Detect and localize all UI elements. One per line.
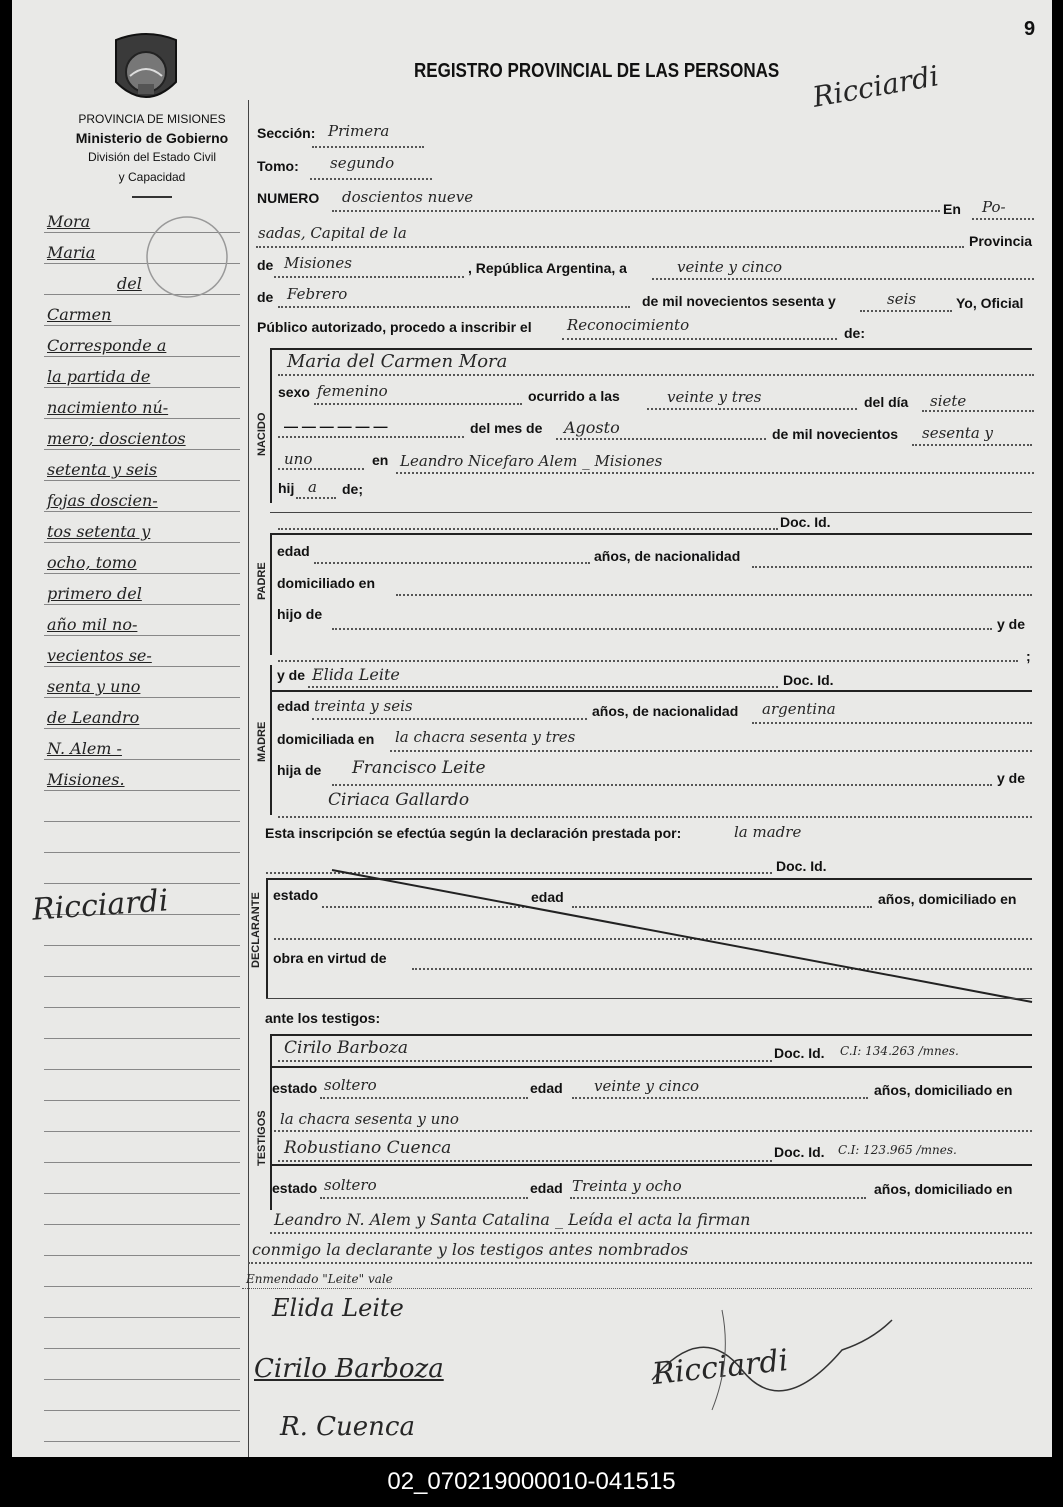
margin-note-line: primero del bbox=[47, 584, 142, 603]
margin-rule bbox=[44, 1410, 240, 1411]
en-born-label: en bbox=[372, 452, 389, 468]
t1-edad-value: veinte y cinco bbox=[594, 1077, 700, 1095]
de-born-label: de; bbox=[342, 481, 363, 497]
signature-testigo-2: R. Cuenca bbox=[280, 1412, 415, 1442]
t2-estado-value: soltero bbox=[324, 1176, 377, 1194]
dots bbox=[752, 722, 1032, 724]
dots bbox=[314, 562, 590, 564]
madre-padre-value: Francisco Leite bbox=[352, 758, 486, 778]
padre-doc-rule bbox=[270, 533, 1032, 535]
margin-rule bbox=[44, 418, 240, 419]
padre-top-rule bbox=[270, 512, 1032, 513]
dots bbox=[922, 410, 1034, 412]
image-code-footer: 02_070219000010-041515 bbox=[0, 1457, 1063, 1507]
dots bbox=[278, 1060, 772, 1062]
numero-label: NUMERO bbox=[257, 190, 320, 206]
lugar-value: Leandro Nicefaro Alem _ Misiones bbox=[400, 452, 663, 470]
margin-rule bbox=[44, 356, 240, 357]
margin-rule bbox=[44, 604, 240, 605]
margin-rule bbox=[44, 325, 240, 326]
margin-rule bbox=[44, 1286, 240, 1287]
acto-value: Reconocimiento bbox=[567, 316, 690, 334]
madre-y-de-label: y de bbox=[277, 667, 306, 683]
de-colon: de: bbox=[844, 325, 865, 341]
t2-doc-label: Doc. Id. bbox=[774, 1144, 825, 1160]
hij-label: hij bbox=[278, 480, 295, 496]
place-value: sadas, Capital de la bbox=[258, 224, 407, 242]
dots bbox=[320, 1197, 528, 1199]
nacido-left-rule bbox=[270, 348, 272, 503]
t1-edad-label: edad bbox=[530, 1080, 563, 1096]
madre-doc-rule bbox=[270, 690, 1032, 692]
tomo-value: segundo bbox=[330, 154, 395, 172]
t1-doc-label: Doc. Id. bbox=[774, 1045, 825, 1061]
dots bbox=[278, 436, 464, 438]
margin-rule bbox=[44, 1348, 240, 1349]
dots bbox=[314, 403, 522, 405]
sexo-value: femenino bbox=[317, 382, 388, 400]
t2-edad-label: edad bbox=[530, 1180, 563, 1196]
padre-left-rule bbox=[270, 533, 272, 655]
t1-doc-rule bbox=[270, 1066, 1032, 1068]
padre-doc-label: Doc. Id. bbox=[780, 514, 831, 530]
margin-note-line: año mil no- bbox=[47, 615, 138, 634]
declarante-doc-label: Doc. Id. bbox=[776, 858, 827, 874]
margin-rule bbox=[44, 1069, 240, 1070]
en-label: En bbox=[943, 201, 961, 217]
margin-note-line: Corresponde a bbox=[47, 336, 167, 355]
dots bbox=[647, 408, 857, 410]
province-name: PROVINCIA DE MISIONES bbox=[78, 112, 226, 126]
t1-dom-value: la chacra sesenta y uno bbox=[280, 1110, 459, 1128]
anio-label: de mil novecientos sesenta y bbox=[642, 293, 836, 309]
madre-name: Elida Leite bbox=[312, 665, 400, 684]
margin-note-line: Mora bbox=[47, 212, 91, 231]
declarante-intro-value: la madre bbox=[734, 823, 802, 841]
de-label: de bbox=[257, 257, 274, 273]
dots bbox=[320, 1097, 528, 1099]
hora-value: veinte y tres bbox=[667, 388, 762, 406]
closing-line-1: Leandro N. Alem y Santa Catalina _ Leída el acta la firman bbox=[274, 1210, 751, 1229]
provincia-value: Misiones bbox=[284, 254, 352, 272]
dots bbox=[242, 1288, 1032, 1289]
padre-side-label: PADRE bbox=[256, 562, 268, 600]
dots bbox=[390, 750, 1032, 752]
dots bbox=[278, 1160, 772, 1162]
padre-nacionalidad-label: años, de nacionalidad bbox=[594, 548, 741, 564]
margin-rule bbox=[44, 1007, 240, 1008]
t1-doc-value: C.I: 134.263 /mnes. bbox=[840, 1044, 959, 1058]
margin-rule bbox=[44, 945, 240, 946]
madre-hija-label: hija de bbox=[277, 762, 322, 778]
margin-rule bbox=[44, 728, 240, 729]
t1-estado-label: estado bbox=[272, 1080, 318, 1096]
coat-of-arms-seal bbox=[108, 32, 184, 112]
provincia-label: Provincia bbox=[969, 233, 1033, 249]
margin-signature: Ricciardi bbox=[30, 883, 170, 928]
dots bbox=[572, 1097, 868, 1099]
page-number: 9 bbox=[1024, 18, 1036, 40]
dia-value: veinte y cinco bbox=[677, 258, 783, 276]
t2-doc-rule bbox=[270, 1164, 1032, 1166]
margin-note-line: vecientos se- bbox=[47, 646, 152, 665]
margin-note-line: fojas doscien- bbox=[47, 491, 158, 510]
dots bbox=[248, 1262, 1032, 1264]
dots bbox=[270, 1232, 1032, 1234]
margin-stamp bbox=[132, 212, 242, 302]
margin-note-line: senta y uno bbox=[47, 677, 141, 696]
dots bbox=[256, 246, 964, 248]
dots bbox=[332, 628, 992, 630]
dots bbox=[296, 497, 336, 499]
t1-dom-label: años, domiciliado en bbox=[874, 1082, 1013, 1098]
margin-rule bbox=[44, 1038, 240, 1039]
declarante-estado-label: estado bbox=[273, 887, 319, 903]
del-dia-label: del día bbox=[864, 394, 909, 410]
margin-note-line: tos setenta y bbox=[47, 522, 151, 541]
anio-value: seis bbox=[887, 290, 917, 308]
margin-rule bbox=[44, 883, 240, 884]
margin-rule bbox=[44, 1131, 240, 1132]
madre-edad-value: treinta y seis bbox=[314, 697, 413, 715]
nacido-top-rule bbox=[270, 348, 1032, 350]
testigos-side-label: TESTIGOS bbox=[256, 1110, 268, 1166]
mes-born-value: Agosto bbox=[564, 418, 620, 437]
t2-estado-label: estado bbox=[272, 1180, 318, 1196]
declarante-domicilio-label: años, domiciliado en bbox=[878, 891, 1017, 907]
margin-rule bbox=[44, 1255, 240, 1256]
margin-note-line: Carmen bbox=[47, 305, 112, 324]
madre-y-de-label-2: y de bbox=[997, 770, 1026, 786]
t1-estado-value: soltero bbox=[324, 1076, 377, 1094]
padre-domicilio-label: domiciliado en bbox=[277, 575, 376, 591]
madre-side-label: MADRE bbox=[256, 721, 268, 762]
margin-rule bbox=[44, 449, 240, 450]
margin-note-line: nacimiento nú- bbox=[47, 398, 169, 417]
dots bbox=[556, 438, 766, 440]
t2-dom-label: años, domiciliado en bbox=[874, 1181, 1013, 1197]
del-mes-label: del mes de bbox=[470, 420, 543, 436]
closing-line-2: conmigo la declarante y los testigos antes nombrados bbox=[252, 1240, 689, 1259]
madre-doc-label: Doc. Id. bbox=[783, 672, 834, 688]
margin-note-line: de Leandro bbox=[47, 708, 140, 727]
dots bbox=[332, 210, 940, 212]
madre-domicilio-label: domiciliada en bbox=[277, 731, 375, 747]
margin-rule bbox=[44, 480, 240, 481]
margin-note-line: la partida de bbox=[47, 367, 151, 386]
header-divider bbox=[132, 196, 172, 198]
en-value: Po- bbox=[982, 198, 1006, 216]
margin-rule bbox=[44, 852, 240, 853]
testigos-top-rule bbox=[270, 1034, 1032, 1036]
dots bbox=[310, 178, 432, 180]
dots bbox=[278, 660, 1018, 662]
dots bbox=[396, 472, 1034, 474]
margin-rule bbox=[44, 511, 240, 512]
margin-rule bbox=[44, 1224, 240, 1225]
madre-nacionalidad-value: argentina bbox=[762, 700, 836, 718]
madre-madre-value: Ciriaca Gallardo bbox=[328, 790, 470, 810]
top-signature: Ricciardi bbox=[810, 59, 942, 114]
madre-domicilio-value: la chacra sesenta y tres bbox=[395, 728, 576, 746]
margin-rule bbox=[44, 635, 240, 636]
margin-note-line: Maria bbox=[47, 243, 96, 262]
dots bbox=[332, 784, 992, 786]
dots bbox=[752, 566, 1032, 568]
registry-title: REGISTRO PROVINCIAL DE LAS PERSONAS bbox=[414, 60, 780, 82]
margin-note-line: del bbox=[117, 274, 142, 293]
margin-note-line: setenta y seis bbox=[47, 460, 158, 479]
margin-rule bbox=[44, 976, 240, 977]
t2-doc-value: C.I: 123.965 /mnes. bbox=[838, 1143, 957, 1157]
t1-nombre: Cirilo Barboza bbox=[284, 1038, 409, 1058]
seccion-label: Sección: bbox=[257, 125, 316, 141]
dots bbox=[972, 218, 1034, 220]
margin-note-line: mero; doscientos bbox=[47, 429, 186, 448]
certificate-page bbox=[12, 0, 1052, 1457]
de-label-2: de bbox=[257, 289, 274, 305]
ministry-name: Ministerio de Gobierno bbox=[75, 130, 229, 146]
dots bbox=[274, 276, 464, 278]
padre-semicolon: ; bbox=[1026, 648, 1031, 664]
signature-madre: Elida Leite bbox=[272, 1294, 404, 1322]
dots bbox=[860, 310, 952, 312]
anio-born-value-2: uno bbox=[284, 450, 313, 468]
oficial-label: Yo, Oficial bbox=[956, 295, 1024, 311]
ocurrido-label: ocurrido a las bbox=[528, 388, 620, 404]
declarante-intro-label: Esta inscripción se efectúa según la declaración prestada por: bbox=[265, 825, 682, 841]
margin-divider bbox=[248, 100, 249, 1457]
madre-edad-label: edad bbox=[277, 698, 310, 714]
sexo-label: sexo bbox=[278, 384, 310, 400]
dots bbox=[278, 528, 778, 530]
dots bbox=[312, 146, 424, 148]
publico-label: Público autorizado, procedo a inscribir el bbox=[257, 319, 532, 335]
hij-value: a bbox=[308, 478, 317, 496]
dots bbox=[570, 1197, 866, 1199]
signature-testigo-1: Cirilo Barboza bbox=[254, 1354, 444, 1384]
t2-edad-value: Treinta y ocho bbox=[572, 1177, 682, 1195]
dots bbox=[278, 306, 630, 308]
nacido-name: Maria del Carmen Mora bbox=[287, 351, 508, 372]
testigos-intro-label: ante los testigos: bbox=[265, 1010, 381, 1026]
dots bbox=[274, 1130, 1032, 1132]
numero-value: doscientos nueve bbox=[342, 188, 474, 206]
declarante-side-label: DECLARANTE bbox=[250, 892, 262, 968]
margin-rule bbox=[44, 387, 240, 388]
margin-rule bbox=[44, 697, 240, 698]
dots bbox=[278, 374, 1034, 376]
mil-label: de mil novecientos bbox=[772, 426, 899, 442]
dots bbox=[312, 718, 587, 720]
declarante-bottom-rule bbox=[266, 998, 1032, 999]
dots bbox=[562, 338, 837, 340]
dots bbox=[396, 594, 1032, 596]
margin-note-line: Misiones. bbox=[47, 770, 125, 789]
margin-rule bbox=[44, 542, 240, 543]
dots bbox=[278, 468, 364, 470]
madre-nacionalidad-label: años, de nacionalidad bbox=[592, 703, 739, 719]
margin-rule bbox=[44, 1193, 240, 1194]
padre-edad-label: edad bbox=[277, 543, 310, 559]
dots bbox=[912, 444, 1032, 446]
dashes: — — — — — — bbox=[284, 418, 388, 434]
tomo-label: Tomo: bbox=[257, 158, 299, 174]
margin-rule bbox=[44, 1317, 240, 1318]
margin-rule bbox=[44, 573, 240, 574]
anio-born-value: sesenta y bbox=[922, 424, 994, 442]
dots bbox=[278, 816, 1032, 818]
declarante-obra-label: obra en virtud de bbox=[273, 950, 387, 966]
margin-note-line: N. Alem - bbox=[47, 739, 122, 758]
declarante-edad-label: edad bbox=[531, 889, 564, 905]
signature-oficial: Ricciardi bbox=[650, 1342, 790, 1393]
margin-rule bbox=[44, 1100, 240, 1101]
dia-born-value: siete bbox=[930, 392, 967, 410]
margin-note-line: ocho, tomo bbox=[47, 553, 137, 572]
signature-oficial-flourish bbox=[642, 1300, 902, 1420]
division-line-2: y Capacidad bbox=[118, 170, 186, 184]
enmendado-note: Enmendado "Leite" vale bbox=[246, 1272, 393, 1286]
dots bbox=[308, 686, 778, 688]
madre-left-rule bbox=[270, 665, 272, 815]
margin-rule bbox=[44, 790, 240, 791]
division-line-1: División del Estado Civil bbox=[87, 150, 217, 164]
t2-nombre: Robustiano Cuenca bbox=[284, 1138, 452, 1158]
seccion-value: Primera bbox=[328, 122, 390, 140]
declarante-cancel-line bbox=[262, 860, 1042, 1010]
margin-rule bbox=[44, 821, 240, 822]
padre-hijo-label: hijo de bbox=[277, 606, 323, 622]
padre-y-de-label: y de bbox=[997, 616, 1026, 632]
mes-value: Febrero bbox=[287, 285, 348, 303]
margin-rule bbox=[44, 759, 240, 760]
dots bbox=[652, 278, 1034, 280]
republica-label: , República Argentina, a bbox=[468, 260, 627, 276]
margin-rule bbox=[44, 666, 240, 667]
margin-rule bbox=[44, 1379, 240, 1380]
margin-rule bbox=[44, 1162, 240, 1163]
margin-rule bbox=[44, 1441, 240, 1442]
nacido-side-label: NACIDO bbox=[256, 412, 268, 456]
